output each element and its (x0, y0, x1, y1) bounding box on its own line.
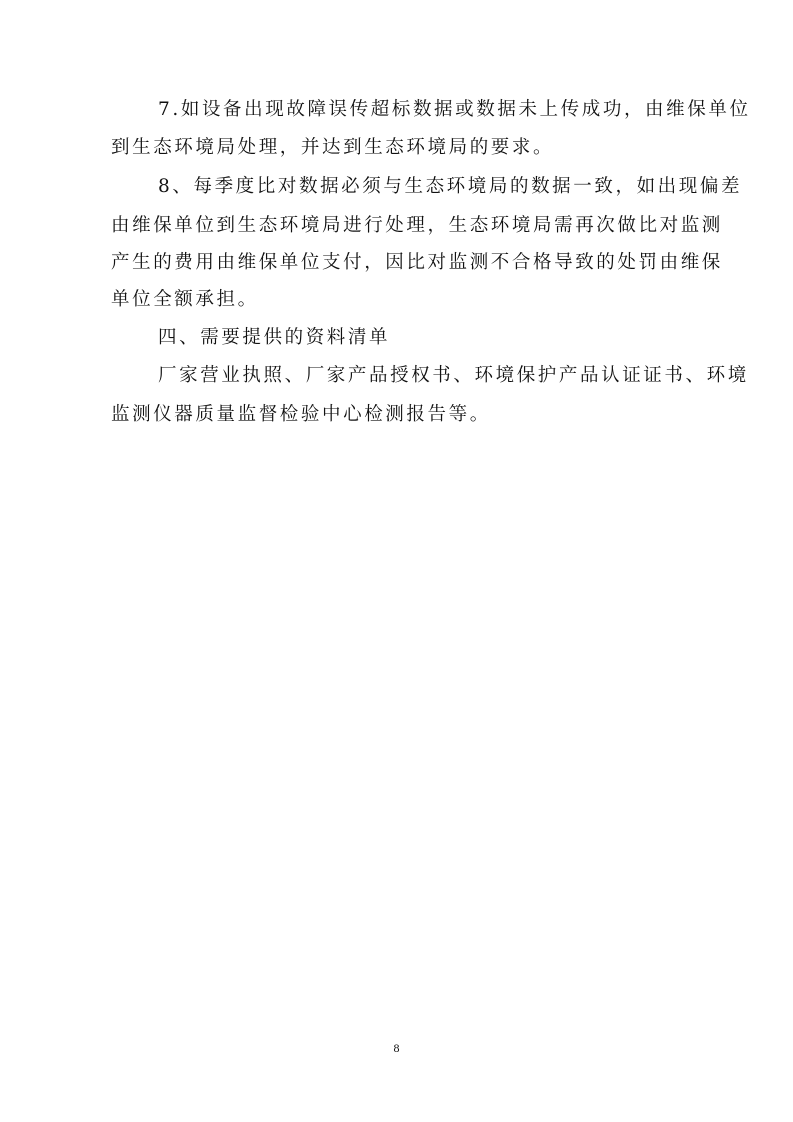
section-heading-materials: 四、需要提供的资料清单 (158, 327, 391, 348)
paragraph-8-line-3: 产生的费用由维保单位支付，因比对监测不合格导致的处罚由维保 (111, 252, 723, 273)
materials-line-2: 监测仪器质量监督检验中心检测报告等。 (111, 404, 491, 425)
paragraph-8-line-2: 由维保单位到生态环境局进行处理，生态环境局需再次做比对监测 (111, 215, 723, 236)
paragraph-7-line-2: 到生态环境局处理，并达到生态环境局的要求。 (111, 137, 555, 158)
paragraph-8-line-4: 单位全额承担。 (111, 289, 259, 310)
paragraph-8-line-1: 8、每季度比对数据必须与生态环境局的数据一致，如出现偏差 (158, 176, 743, 197)
page-number: 8 (393, 1041, 400, 1055)
paragraph-7-line-1: 7.如设备出现故障误传超标数据或数据未上传成功，由维保单位 (158, 99, 751, 120)
materials-line-1: 厂家营业执照、厂家产品授权书、环境保护产品认证证书、环境 (158, 365, 749, 386)
